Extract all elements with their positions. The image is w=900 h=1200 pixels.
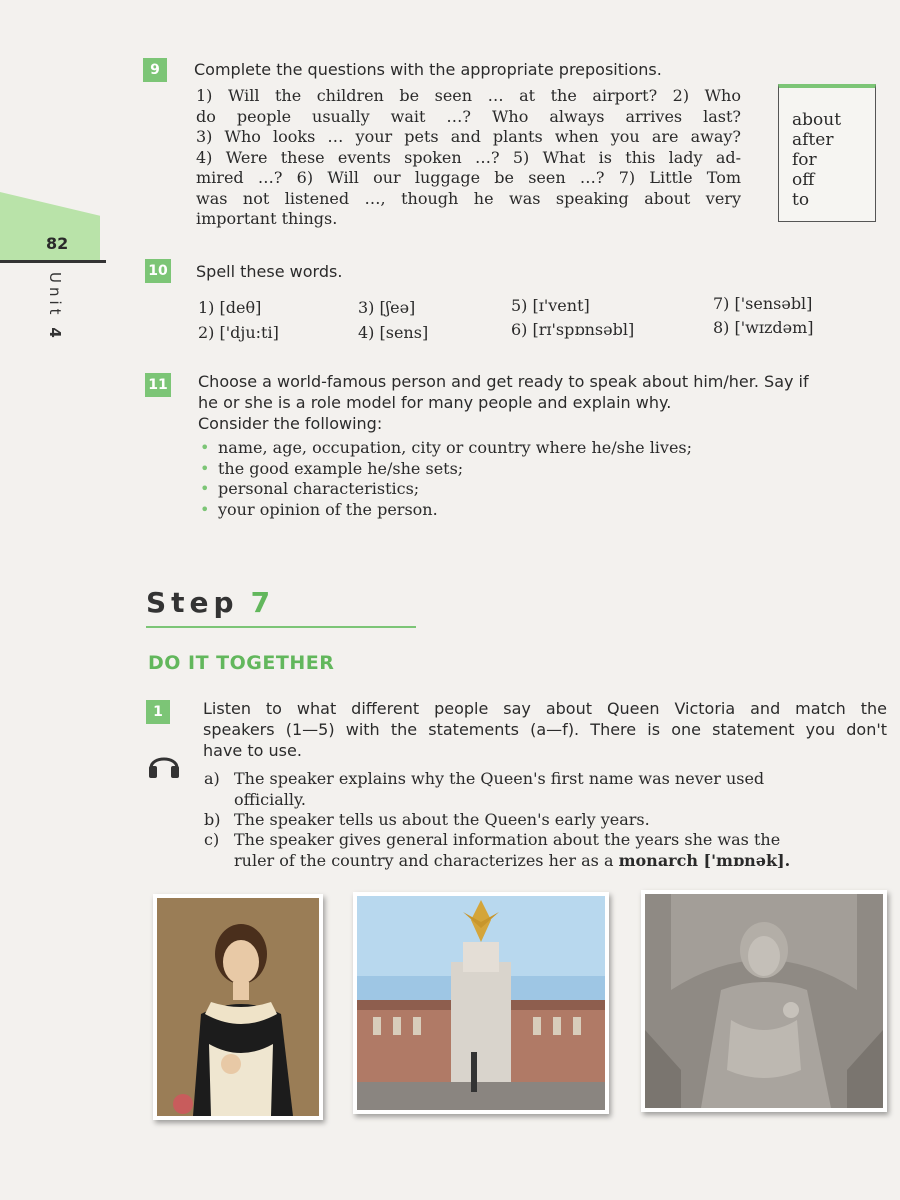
exercise-11-number: 11 bbox=[145, 373, 171, 397]
page-number: 82 bbox=[46, 234, 69, 253]
text-line: do people usually wait …? Who always arrives last? bbox=[196, 106, 741, 126]
text-line: have to use. bbox=[203, 741, 302, 760]
text-line: 4) Were these events spoken …? 5) What is this lady ad- bbox=[196, 147, 741, 167]
section-title: DO IT TOGETHER bbox=[148, 652, 335, 674]
statement-c: c) The speaker gives general information about the years she was the ruler of the country and characterizes her as a monarch ['mɒnək]. bbox=[204, 830, 791, 870]
headphones-icon bbox=[146, 748, 182, 780]
spell-item: 8) ['wɪzdəm] bbox=[713, 318, 814, 337]
word-item: to bbox=[792, 190, 810, 210]
queen-statue-photo bbox=[641, 890, 887, 1112]
spell-item: 3) [ʃeə] bbox=[358, 298, 416, 317]
exercise-10-instruction: Spell these words. bbox=[196, 262, 343, 281]
step-number: 7 bbox=[250, 586, 276, 619]
text-line: Consider the following: bbox=[198, 414, 383, 433]
spell-item: 1) [deθ] bbox=[198, 298, 262, 317]
text-line: 1) Will the children be seen … at the airport? 2) Who bbox=[196, 86, 741, 105]
word-item: about bbox=[792, 110, 842, 130]
word-item: after bbox=[792, 130, 834, 150]
list-item: • the good example he/she sets; bbox=[200, 459, 692, 480]
exercise-9-instruction: Complete the questions with the appropriate prepositions. bbox=[194, 60, 662, 79]
victoria-memorial-photo bbox=[353, 892, 609, 1114]
list-item: • personal characteristics; bbox=[200, 479, 692, 500]
spell-item: 6) [rɪ'spɒnsəbl] bbox=[511, 320, 635, 339]
list-item: • name, age, occupation, city or country where he/she lives; bbox=[200, 438, 692, 459]
exercise-1-number: 1 bbox=[146, 700, 170, 724]
step-rule bbox=[146, 626, 416, 628]
queen-portrait-photo bbox=[153, 894, 323, 1120]
spell-item: 4) [sens] bbox=[358, 323, 429, 342]
unit-label: Unit 4 bbox=[46, 272, 64, 342]
text-line: Listen to what different people say about Queen Victoria and match the bbox=[203, 699, 887, 718]
text-line: speakers (1—5) with the statements (a—f). There is one statement you don't bbox=[203, 720, 887, 739]
exercise-9-number: 9 bbox=[143, 58, 167, 82]
page-rule bbox=[0, 260, 106, 263]
exercise-11-instruction bbox=[198, 371, 809, 434]
exercise-9-text bbox=[196, 86, 741, 230]
exercise-10-number: 10 bbox=[145, 259, 171, 283]
text-line: 3) Who looks … your pets and plants when you are away? bbox=[196, 127, 741, 146]
spell-item: 7) ['sensəbl] bbox=[713, 294, 813, 313]
spell-item: 5) [ɪ'vent] bbox=[511, 296, 590, 315]
preposition-word-box bbox=[778, 84, 876, 222]
statement-a: a) The speaker explains why the Queen's first name was never used officially. bbox=[204, 769, 765, 809]
statement-b: b) The speaker tells us about the Queen's early years. bbox=[204, 810, 650, 829]
word-item: for bbox=[792, 150, 817, 170]
exercise-11-bullets bbox=[200, 438, 692, 520]
text-line: important things. bbox=[196, 209, 338, 228]
spell-item: 2) ['dju:ti] bbox=[198, 323, 279, 342]
step-heading: Step 7 bbox=[146, 586, 276, 619]
text-line: mired …? 6) Will our luggage be seen …? 7) Little Tom bbox=[196, 168, 741, 187]
word-item: off bbox=[792, 170, 815, 190]
list-item: • your opinion of the person. bbox=[200, 500, 692, 521]
exercise-1-instruction bbox=[203, 698, 887, 761]
text-line: Choose a world-famous person and get ready to speak about him/her. Say if bbox=[198, 372, 809, 391]
text-line: he or she is a role model for many people and explain why. bbox=[198, 393, 672, 412]
text-line: was not listened …, though he was speaking about very bbox=[196, 188, 741, 208]
